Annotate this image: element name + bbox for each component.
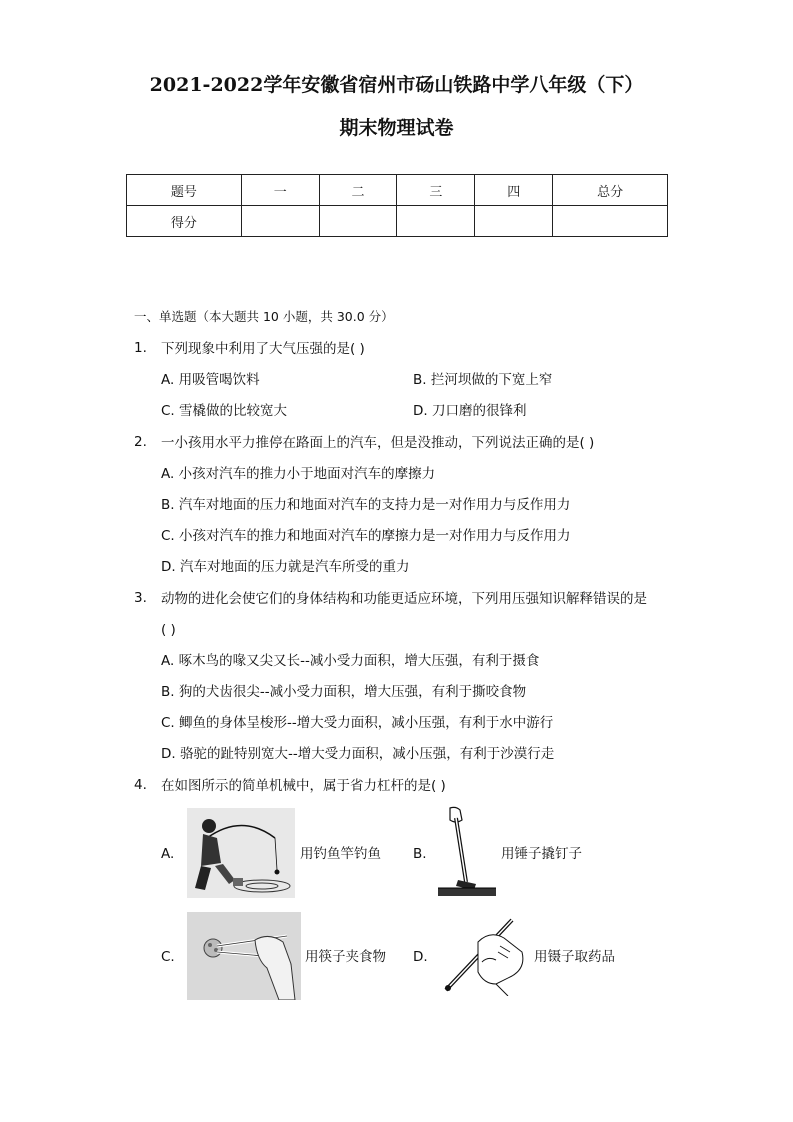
score-header-cell: 三	[397, 175, 475, 206]
option-a: A. 小孩对汽车的推力小于地面对汽车的摩擦力	[161, 466, 436, 482]
section-heading: 一、单选题（本大题共 10 小题，共 30.0 分）	[134, 309, 394, 324]
option-d-caption: 用镊子取药品	[534, 949, 615, 965]
score-header-cell: 二	[319, 175, 397, 206]
option-d: D. 汽车对地面的压力就是汽车所受的重力	[161, 559, 410, 575]
score-header-cell: 总分	[553, 175, 668, 206]
option-b-caption: 用锤子撬钉子	[501, 846, 582, 862]
question-number: 3.	[134, 590, 147, 606]
option-c: C. 小孩对汽车的推力和地面对汽车的摩擦力是一对作用力与反作用力	[161, 528, 571, 544]
exam-title-line1: 2021-2022学年安徽省宿州市砀山铁路中学八年级（下）	[149, 74, 644, 96]
question-number: 2.	[134, 434, 147, 450]
question-stem: 动物的进化会使它们的身体结构和功能更适应环境，下列用压强知识解释错误的是	[161, 591, 647, 607]
score-header-cell: 一	[241, 175, 319, 206]
option-a: A. 用吸管喝饮料	[161, 372, 260, 388]
option-c: C. 雪橇做的比较宽大	[161, 403, 288, 419]
score-row-label: 得分	[127, 206, 242, 237]
option-b: B. 汽车对地面的压力和地面对汽车的支持力是一对作用力与反作用力	[161, 497, 571, 513]
option-c-caption: 用筷子夹食物	[305, 949, 386, 965]
hammer-illustration	[438, 806, 496, 898]
option-a-letter: A.	[161, 846, 175, 862]
question-stem-continued: ( )	[161, 622, 176, 638]
option-c: C. 鲫鱼的身体呈梭形--增大受力面积，减小压强，有利于水中游行	[161, 715, 554, 731]
score-cell	[475, 206, 553, 237]
score-table-score-row	[127, 206, 668, 237]
fishing-rod-illustration	[187, 808, 295, 898]
option-b-letter: B.	[413, 846, 427, 862]
option-b: B. 拦河坝做的下宽上窄	[413, 372, 553, 388]
tweezers-illustration	[438, 912, 530, 996]
chopsticks-illustration	[187, 912, 301, 1000]
question-stem: 在如图所示的简单机械中，属于省力杠杆的是( )	[161, 778, 446, 794]
score-cell	[241, 206, 319, 237]
option-d: D. 刀口磨的很锋利	[413, 403, 527, 419]
option-a-caption: 用钓鱼竿钓鱼	[300, 846, 381, 862]
score-table-header-row	[127, 175, 668, 206]
option-d-letter: D.	[413, 949, 428, 965]
score-table	[126, 174, 668, 237]
score-cell	[553, 206, 668, 237]
score-cell	[319, 206, 397, 237]
score-header-cell: 四	[475, 175, 553, 206]
question-number: 1.	[134, 340, 147, 356]
option-c-letter: C.	[161, 949, 175, 965]
question-stem: 一小孩用水平力推停在路面上的汽车，但是没推动，下列说法正确的是( )	[161, 435, 595, 451]
exam-title-line2: 期末物理试卷	[339, 117, 454, 139]
score-cell	[397, 206, 475, 237]
question-stem: 下列现象中利用了大气压强的是( )	[161, 341, 365, 357]
option-d: D. 骆驼的趾特别宽大--增大受力面积，减小压强，有利于沙漠行走	[161, 746, 555, 762]
score-header-cell: 题号	[127, 175, 242, 206]
question-number: 4.	[134, 777, 147, 793]
option-b: B. 狗的犬齿很尖--减小受力面积，增大压强，有利于撕咬食物	[161, 684, 527, 700]
option-a: A. 啄木鸟的喙又尖又长--减小受力面积，增大压强，有利于摄食	[161, 653, 540, 669]
